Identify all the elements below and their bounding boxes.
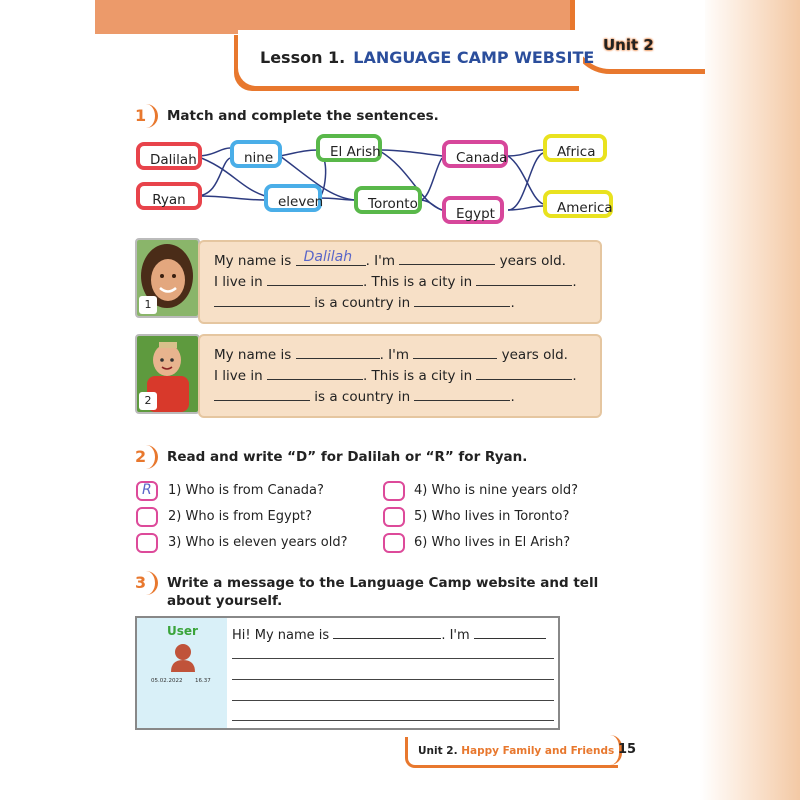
card2-text-b: . I'm bbox=[379, 347, 410, 363]
chip-toronto: Toronto bbox=[354, 186, 422, 214]
photo-ryan bbox=[135, 334, 200, 414]
card2-text-f: . bbox=[572, 368, 577, 384]
photo-number: 2 bbox=[139, 392, 157, 410]
exercise-1-number: 1 bbox=[135, 106, 147, 125]
chip-el-arish: El Arish bbox=[316, 134, 382, 162]
card2-text-g: is a country in bbox=[314, 389, 411, 405]
card1-blank-city[interactable] bbox=[267, 273, 363, 286]
user-label: User bbox=[167, 624, 198, 638]
lesson-label: Lesson 1. bbox=[260, 48, 346, 67]
card1-line2 bbox=[214, 273, 577, 290]
card1-blank-country[interactable] bbox=[476, 273, 572, 286]
message-line-5[interactable] bbox=[232, 720, 554, 721]
footer-text bbox=[418, 745, 614, 757]
card1-blank-continent[interactable] bbox=[414, 294, 510, 307]
card2-text-c: years old. bbox=[501, 347, 568, 363]
question-6: 6) Who lives in El Arish? bbox=[414, 535, 571, 550]
chip-nine: nine bbox=[230, 140, 282, 168]
footer-unit: Unit 2. bbox=[418, 745, 458, 757]
exercise-3-number: 3 bbox=[135, 573, 147, 592]
card1-text-g: is a country in bbox=[314, 295, 411, 311]
card1-blank-age[interactable] bbox=[399, 252, 495, 265]
side-shade bbox=[700, 0, 800, 800]
card2-line3 bbox=[214, 388, 515, 405]
question-1: 1) Who is from Canada? bbox=[168, 483, 324, 498]
card2-line2 bbox=[214, 367, 577, 384]
post-date: 05.02.2022 bbox=[151, 678, 183, 684]
message-text-b: . I'm bbox=[441, 628, 470, 643]
post-time: 16.37 bbox=[195, 678, 211, 684]
message-text-a: Hi! My name is bbox=[232, 628, 330, 643]
exercise-1-instruction: Match and complete the sentences. bbox=[167, 108, 439, 124]
card1-text-f: . bbox=[572, 274, 577, 290]
message-first-line bbox=[232, 626, 546, 643]
card2-text-a: My name is bbox=[214, 347, 292, 363]
card2-blank-name[interactable] bbox=[296, 346, 380, 359]
answer-box-1-value: R bbox=[142, 482, 152, 498]
answer-box-1[interactable] bbox=[136, 481, 158, 501]
card1-line3 bbox=[214, 294, 515, 311]
message-blank-age[interactable] bbox=[474, 626, 546, 639]
photo-dalilah bbox=[135, 238, 200, 318]
card2-line1 bbox=[214, 346, 568, 363]
exercise-2-number: 2 bbox=[135, 447, 147, 466]
photo-number: 1 bbox=[139, 296, 157, 314]
card2-text-e: . This is a city in bbox=[362, 368, 473, 384]
chip-america: America bbox=[543, 190, 613, 218]
footer-title: Happy Family and Friends bbox=[461, 745, 615, 757]
card1-text-e: . This is a city in bbox=[362, 274, 473, 290]
question-4: 4) Who is nine years old? bbox=[414, 483, 579, 498]
card1-line1 bbox=[214, 249, 566, 269]
chip-eleven: eleven bbox=[264, 184, 322, 212]
chip-ryan: Ryan bbox=[136, 182, 202, 210]
answer-box-3[interactable] bbox=[136, 533, 158, 553]
card1-text-c: years old. bbox=[499, 253, 566, 269]
chip-egypt: Egypt bbox=[442, 196, 504, 224]
header-band bbox=[95, 0, 600, 34]
card1-text-a: My name is bbox=[214, 253, 292, 269]
card1-text-b: . I'm bbox=[365, 253, 396, 269]
answer-box-2[interactable] bbox=[136, 507, 158, 527]
user-avatar-icon bbox=[169, 642, 197, 672]
message-line-4[interactable] bbox=[232, 700, 554, 701]
message-line-3[interactable] bbox=[232, 679, 554, 680]
card2-blank-country2[interactable] bbox=[214, 388, 310, 401]
chip-dalilah: Dalilah bbox=[136, 142, 202, 170]
user-panel bbox=[137, 618, 227, 728]
answer-box-5[interactable] bbox=[383, 507, 405, 527]
card1-text-d: I live in bbox=[214, 274, 263, 290]
exercise-3-instruction-line1: Write a message to the Language Camp website and tell bbox=[167, 575, 599, 591]
message-blank-name[interactable] bbox=[333, 626, 441, 639]
question-2: 2) Who is from Egypt? bbox=[168, 509, 312, 524]
card1-blank-country2[interactable] bbox=[214, 294, 310, 307]
card2-blank-age[interactable] bbox=[413, 346, 497, 359]
card2-blank-city[interactable] bbox=[267, 367, 363, 380]
question-5: 5) Who lives in Toronto? bbox=[414, 509, 570, 524]
card2-blank-country[interactable] bbox=[476, 367, 572, 380]
chip-africa: Africa bbox=[543, 134, 607, 162]
exercise-2-instruction: Read and write “D” for Dalilah or “R” for Ryan. bbox=[167, 449, 528, 465]
answer-box-6[interactable] bbox=[383, 533, 405, 553]
card2-text-h: . bbox=[510, 389, 515, 405]
card1-text-h: . bbox=[510, 295, 515, 311]
card1-blank-name[interactable] bbox=[296, 249, 366, 266]
lesson-name: LANGUAGE CAMP WEBSITE bbox=[353, 48, 595, 67]
card2-text-d: I live in bbox=[214, 368, 263, 384]
chip-canada: Canada bbox=[442, 140, 508, 168]
question-3: 3) Who is eleven years old? bbox=[168, 535, 348, 550]
lesson-title bbox=[260, 48, 594, 67]
unit-badge: Unit 2 bbox=[603, 36, 654, 54]
exercise-3-instruction-line2: about yourself. bbox=[167, 593, 283, 609]
answer-box-4[interactable] bbox=[383, 481, 405, 501]
page-number: 15 bbox=[618, 742, 637, 757]
card2-blank-continent[interactable] bbox=[414, 388, 510, 401]
card1-filled-answer: Dalilah bbox=[303, 249, 353, 265]
message-line-2[interactable] bbox=[232, 658, 554, 659]
